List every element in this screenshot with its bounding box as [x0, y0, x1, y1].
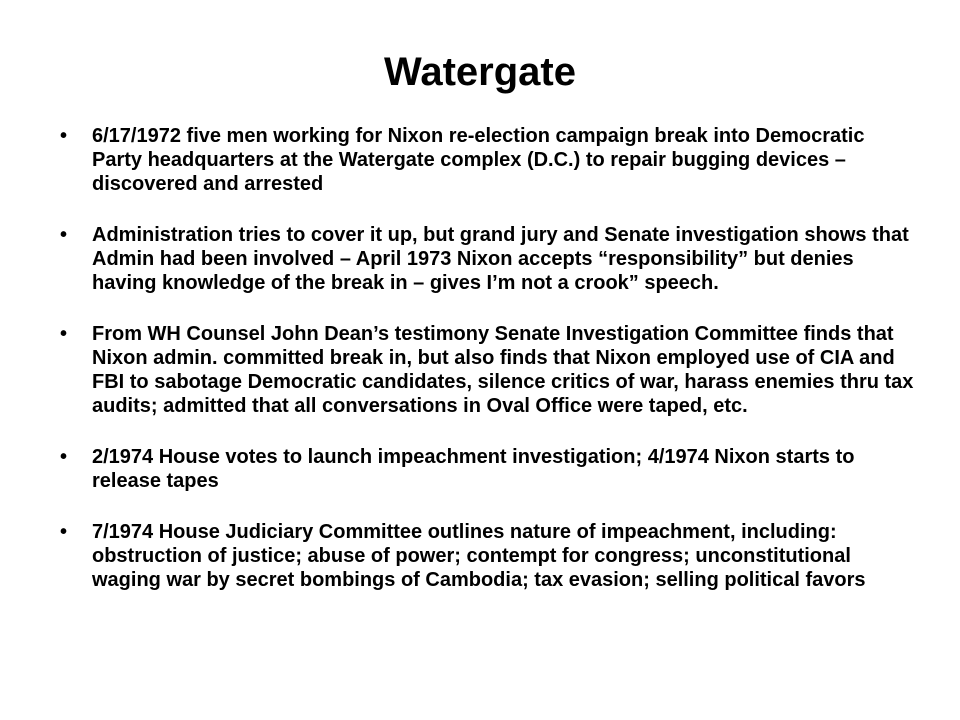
bullet-text: From WH Counsel John Dean’s testimony Senate Investigation Committee finds that Nixon admin. committed break in, but also finds that Nixon employed use of CIA and FBI to sabotage Democratic candidates, silence critics of war, harass enemies thru tax audits; admitted that all conversations in Oval Office were taped, etc.	[92, 323, 914, 417]
slide-title: Watergate	[384, 50, 576, 94]
bullet-text: 6/17/1972 five men working for Nixon re-election campaign break into Democratic Party headquarters at the Watergate complex (D.C.) to repair bugging devices – discovered and arrested	[92, 125, 865, 195]
bullet-dot-icon: •	[60, 125, 68, 147]
bullet-text: 7/1974 House Judiciary Committee outlines nature of impeachment, including: obstruction of justice; abuse of power; contempt for congress; unconstitutional waging war by secret bombings of Cambodia; tax evasion; selling political favors	[92, 521, 866, 591]
bullet-list	[60, 124, 920, 619]
bullet-text: Administration tries to cover it up, but grand jury and Senate investigation shows that Admin had been involved – April 1973 Nixon accepts “responsibility” but denies having knowledge of the break in – gives I’m not a crook” speech.	[92, 224, 909, 294]
bullet-item	[60, 520, 920, 592]
bullet-item	[60, 223, 920, 295]
bullet-item	[60, 445, 920, 493]
bullet-dot-icon: •	[60, 521, 68, 543]
bullet-dot-icon: •	[60, 224, 68, 246]
bullet-dot-icon: •	[60, 446, 68, 468]
bullet-item	[60, 124, 920, 196]
bullet-text: 2/1974 House votes to launch impeachment investigation; 4/1974 Nixon starts to release tapes	[92, 446, 855, 492]
bullet-dot-icon: •	[60, 323, 68, 345]
bullet-item	[60, 322, 920, 418]
